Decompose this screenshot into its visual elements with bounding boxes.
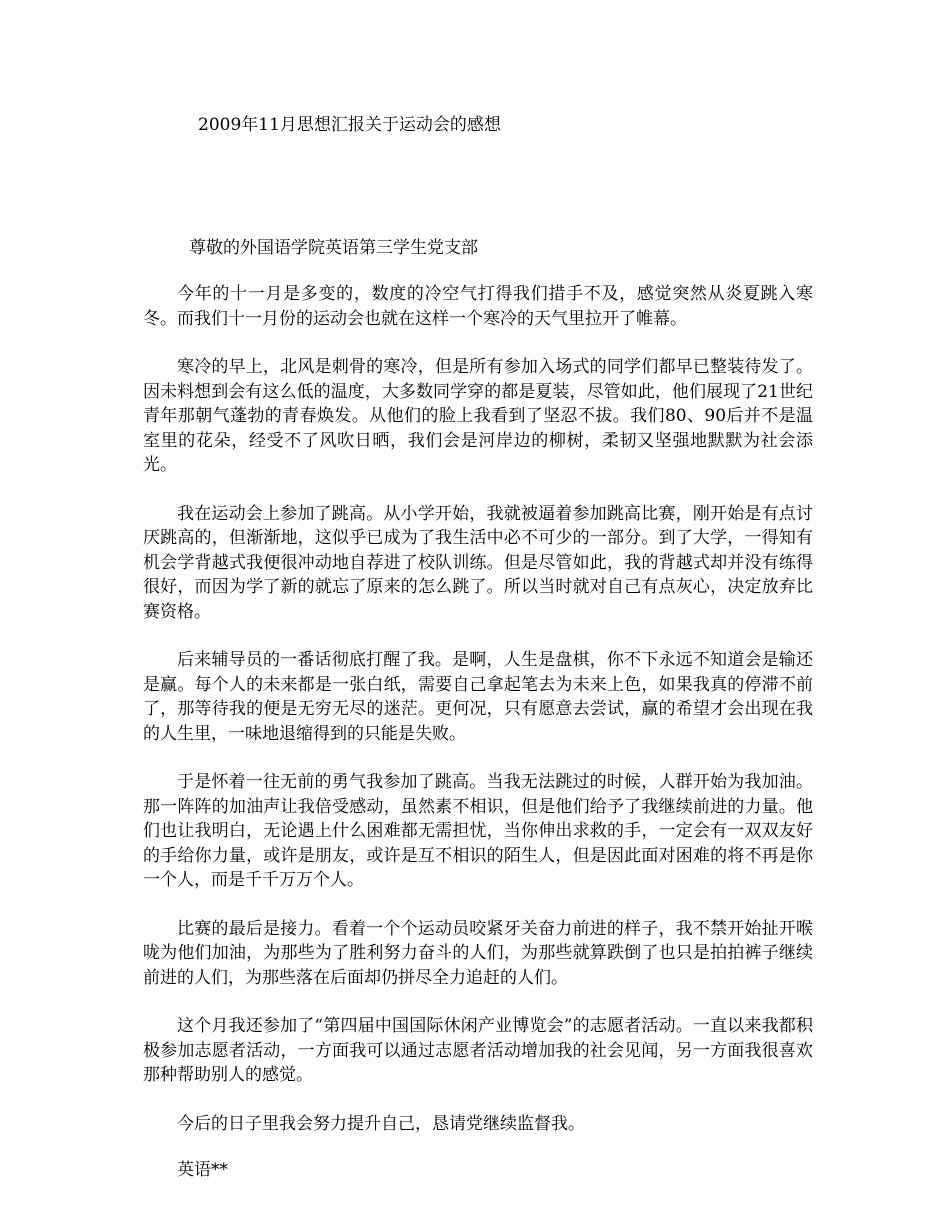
- document-body: [143, 282, 813, 1205]
- paragraph: 后来辅导员的一番话彻底打醒了我。是啊，人生是盘棋，你不下永远不知道会是输还是赢。每个人的未来都是一张白纸，需要自己拿起笔去为未来上色，如果我真的停滞不前了，那等待我的便是无穷无尽的迷茫。更何况，只有愿意去尝试，赢的希望才会出现在我的人生里，一味地退缩得到的只能是失败。: [143, 650, 813, 744]
- closing-line: 今后的日子里我会努力提升自己，恳请党继续监督我。: [177, 1113, 585, 1134]
- paragraph: 今年的十一月是多变的，数度的冷空气打得我们措手不及，感觉突然从炎夏跳入寒冬。而我们十一月份的运动会也就在这样一个寒冷的天气里拉开了帷幕。: [143, 284, 813, 329]
- paragraph: 这个月我还参加了“第四届中国国际休闲产业博览会”的志愿者活动。一直以来我都积极参加志愿者活动，一方面我可以通过志愿者活动增加我的社会见闻，另一方面我很喜欢那种帮助别人的感觉。: [143, 1016, 813, 1085]
- paragraph: 我在运动会上参加了跳高。从小学开始，我就被逼着参加跳高比赛，刚开始是有点讨厌跳高的，但渐渐地，这似乎已成为了我生活中必不可少的一部分。到了大学，一得知有机会学背越式我便很冲动地自荐进了校队训练。但是尽管如此，我的背越式却并没有练得很好，而因为学了新的就忘了原来的怎么跳了。所以当时就对自己有点灰心，决定放弃比赛资格。: [143, 503, 813, 622]
- signature: 英语**: [177, 1160, 228, 1180]
- paragraph: 于是怀着一往无前的勇气我参加了跳高。当我无法跳过的时候，人群开始为我加油。那一阵阵的加油声让我倍受感动，虽然素不相识，但是他们给予了我继续前进的力量。他们也让我明白，无论遇上什么困难都无需担忧，当你伸出求救的手，一定会有一双双友好的手给你力量，或许是朋友，或许是互不相识的陌生人，但是因此面对困难的将不再是你一个人，而是千千万万个人。: [143, 772, 813, 890]
- paragraph: 寒冷的早上，北风是刺骨的寒冷，但是所有参加入场式的同学们都早已整装待发了。因未料想到会有这么低的温度，大多数同学穿的都是夏装，尽管如此，他们展现了21世纪青年那朝气蓬勃的青春焕发。从他们的脸上我看到了坚忍不拔。我们80、90后并不是温室里的花朵，经受不了风吹日晒，我们会是河岸边的柳树，柔韧又坚强地默默为社会添光。: [143, 357, 813, 475]
- paragraph: 比赛的最后是接力。看着一个个运动员咬紧牙关奋力前进的样子，我不禁开始扯开喉咙为他们加油，为那些为了胜利努力奋斗的人们，为那些就算跌倒了也只是拍拍裤子继续前进的人们，为那些落在后面却仍拼尽全力追赶的人们。: [143, 918, 813, 988]
- document-title: 2009年11月思想汇报关于运动会的感想: [198, 115, 501, 135]
- salutation: 尊敬的外国语学院英语第三学生党支部: [189, 238, 478, 258]
